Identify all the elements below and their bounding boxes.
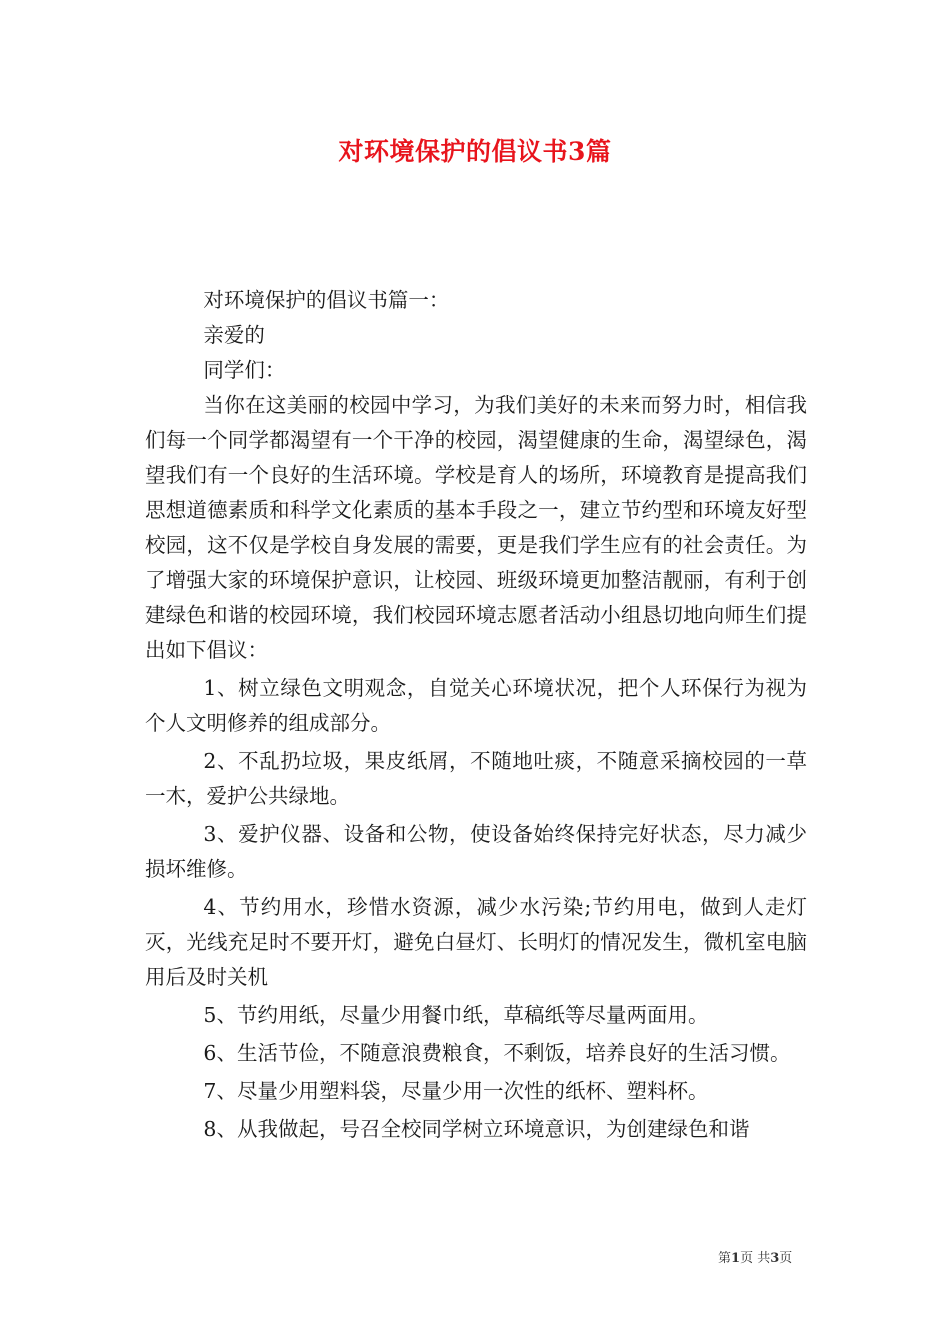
proposal-item: 7、尽量少用塑料袋，尽量少用一次性的纸杯、塑料杯。	[203, 1079, 709, 1103]
salutation-line-1: 亲爱的	[203, 323, 265, 347]
footer-page-number: 1	[731, 1251, 741, 1266]
footer-suffix: 页	[779, 1251, 793, 1266]
page-footer	[718, 1247, 792, 1266]
proposal-item: 2、不乱扔垃圾，果皮纸屑，不随地吐痰，不随意采摘校园的一草一木，爱护公共绿地。	[145, 749, 807, 808]
proposal-item: 1、树立绿色文明观念，自觉关心环境状况，把个人环保行为视为个人文明修养的组成部分。	[145, 676, 807, 735]
proposal-item: 3、爱护仪器、设备和公物，使设备始终保持完好状态，尽力减少损坏维修。	[145, 822, 807, 881]
section-heading: 对环境保护的倡议书篇一：	[203, 288, 450, 312]
proposal-item: 5、节约用纸，尽量少用餐巾纸，草稿纸等尽量两面用。	[203, 1003, 709, 1027]
footer-total-pages: 3	[770, 1251, 780, 1266]
footer-prefix: 第	[718, 1251, 732, 1266]
proposal-item: 4、节约用水，珍惜水资源，减少水污染;节约用电，做到人走灯灭，光线充足时不要开灯，避免白昼灯、长明灯的情况发生，微机室电脑用后及时关机	[145, 895, 807, 989]
footer-middle: 页 共	[740, 1251, 771, 1266]
proposal-item: 8、从我做起，号召全校同学树立环境意识，为创建绿色和谐	[203, 1117, 750, 1141]
document-title: 对环境保护的倡议书3篇	[338, 137, 612, 166]
document-body	[145, 283, 807, 1147]
intro-paragraph: 当你在这美丽的校园中学习，为我们美好的未来而努力时，相信我们每一个同学都渴望有一个干净的校园，渴望健康的生命，渴望绿色，渴望我们有一个良好的生活环境。学校是育人的场所，环境教育是提高我们思想道德素质和科学文化素质的基本手段之一，建立节约型和环境友好型校园，这不仅是学校自身发展的需要，更是我们学生应有的社会责任。为了增强大家的环境保护意识，让校园、班级环境更加整洁靓丽，有利于创建绿色和谐的校园环境，我们校园环境志愿者活动小组恳切地向师生们提出如下倡议：	[145, 393, 807, 662]
salutation-line-2: 同学们：	[203, 358, 286, 382]
proposal-item: 6、生活节俭，不随意浪费粮食，不剩饭，培养良好的生活习惯。	[203, 1041, 791, 1065]
